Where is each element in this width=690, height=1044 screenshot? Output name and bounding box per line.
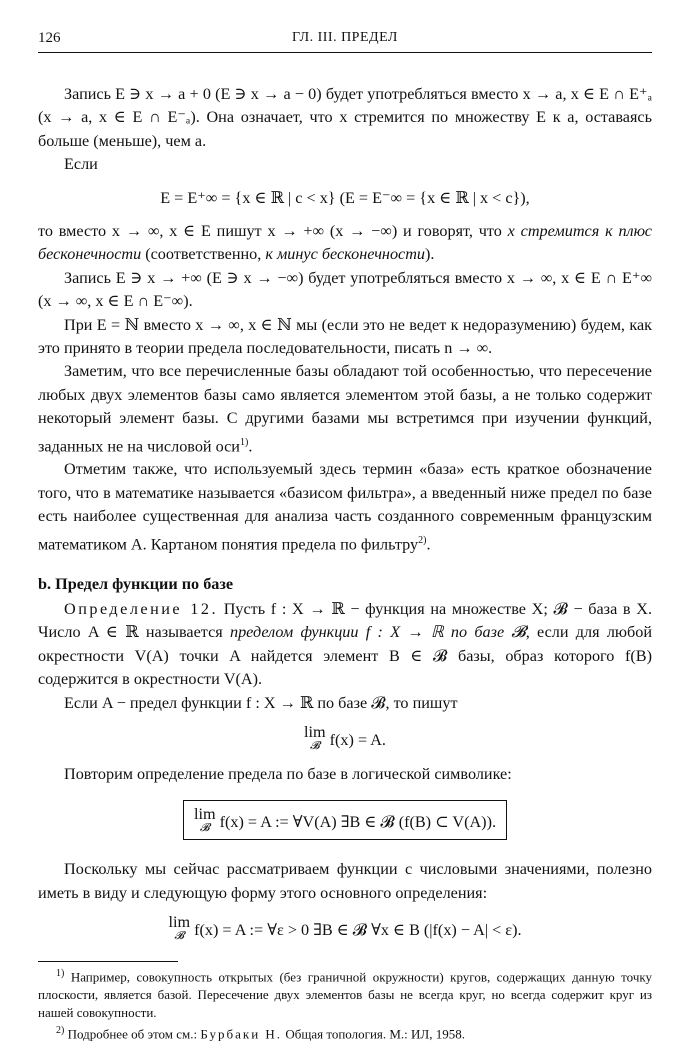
paragraph-bases-remark: Заметим, что все перечисленные базы обладают той особенностью, что пересечение любых двух элементов базы само является элементом этой базы, а не только содержит некоторый элемент базы. С другими базами мы встретимся при изучении функций, заданных не на числовой оси$^{1)}$.: [38, 362, 652, 456]
boxed-definition: lim 𝓑 f(x) = A := ∀V(A) ∃B ∈ 𝓑 (f(B) ⊂ V(A)).: [38, 800, 652, 840]
equation-limit-notation: lim 𝓑 f(x) = A.: [304, 722, 386, 752]
equation-epsilon-definition: lim 𝓑 f(x) = A := ∀ε > 0 ∃B ∈ 𝓑 ∀x ∈ B (|f(x) − A| < ε).: [168, 913, 522, 943]
footnote-ref-1[interactable]: 1): [239, 436, 249, 448]
paragraph-if: Если: [64, 155, 98, 174]
book-page: [38, 30, 652, 1044]
paragraph-logical-symbols: Повторим определение предела по базе в логической символике:: [64, 764, 512, 783]
footnotes: [38, 965, 652, 1044]
definition-term: пределом функции f : X → ℝ по базе 𝓑: [229, 623, 526, 642]
footnote-author: Бурбаки Н.: [200, 1026, 283, 1042]
chapter-title: ГЛ. III. ПРЕДЕЛ: [292, 30, 398, 45]
footnote-2: $^{2)}$ Подробнее об этом см.: Бурбаки Н. Общая топология. М.: ИЛ, 1958.: [56, 1025, 466, 1042]
page-body: [38, 83, 652, 1044]
definition-12: Определение 12. Пусть f : X → ℝ − функция на множестве X; 𝓑 − база в X. Число A ∈ ℝ называется пределом функции f : X → ℝ по базе 𝓑, если для любой окрестности V(A) точки A найдется элемент B ∈ 𝓑 базы, образ которого f(B) содержится в окрестности V(A).: [38, 599, 653, 689]
footnote-ref-2[interactable]: 2): [418, 534, 427, 546]
footnote-1: $^{1)}$ Например, совокупность открытых (без граничной окружности) кругов, содержащих данную точку плоскости, является базой. Пересечение двух элементов базы не всегда круг, но всегда содержит круг из нашей совокупности.: [38, 968, 652, 1021]
equation-infinity-sets: E = E⁺∞ = {x ∈ ℝ | c < x} (E = E⁻∞ = {x ∈ ℝ | x < c}),: [160, 188, 530, 207]
paragraph-notation-infinity: Запись E ∋ x → +∞ (E ∋ x → −∞) будет употребляться вместо x → ∞, x ∈ E ∩ E⁺∞ (x → ∞, x ∈ E ∩ E⁻∞).: [38, 268, 652, 311]
paragraph-natural-numbers: При E = ℕ вместо x → ∞, x ∈ ℕ мы (если это не ведет к недоразумению) будем, как это принято в теории предела последовательности, писать n → ∞.: [38, 315, 652, 358]
paragraph-notation: Если A − предел функции f : X → ℝ по базе 𝓑, то пишут: [64, 693, 458, 712]
paragraph-numeric-values: Поскольку мы сейчас рассматриваем функции с числовыми значениями, полезно иметь в виду и следующую форму этого основного определения:: [38, 860, 652, 902]
emphasis-minus-infinity: к минус бесконечности: [265, 245, 426, 264]
page-number: 126: [38, 30, 61, 46]
footnote-divider: [38, 961, 178, 962]
paragraph-one-sided-limits: Запись E ∋ x → a + 0 (E ∋ x → a − 0) будет употребляться вместо x → a, x ∈ E ∩ E⁺ₐ (x → a, x ∈ E ∩ E⁻ₐ). Она означает, что x стремится по множеству E к a, оставаясь больше (меньше), чем a.: [38, 85, 652, 150]
emphasis-plus-infinity: x стремится к плюс бесконечности: [38, 222, 652, 264]
paragraph-filter-remark: Отметим также, что используемый здесь термин «база» есть краткое обозначение того, что в математике называется «базисом фильтра», а введенный ниже предел по базе есть наиболее существенная для анализа часть созданного современным французским математиком А. Картаном понятия предела по фильтру$^{2)}$.: [38, 460, 652, 554]
paragraph-plus-minus-infinity: то вместо x → ∞, x ∈ E пишут x → +∞ (x → −∞) и говорят, что x стремится к плюс бесконечности (соответственно, к минус бесконечности).: [38, 222, 652, 264]
definition-label: Определение 12.: [64, 599, 219, 618]
running-header: [38, 30, 652, 53]
section-heading: b. Предел функции по базе: [38, 574, 234, 593]
